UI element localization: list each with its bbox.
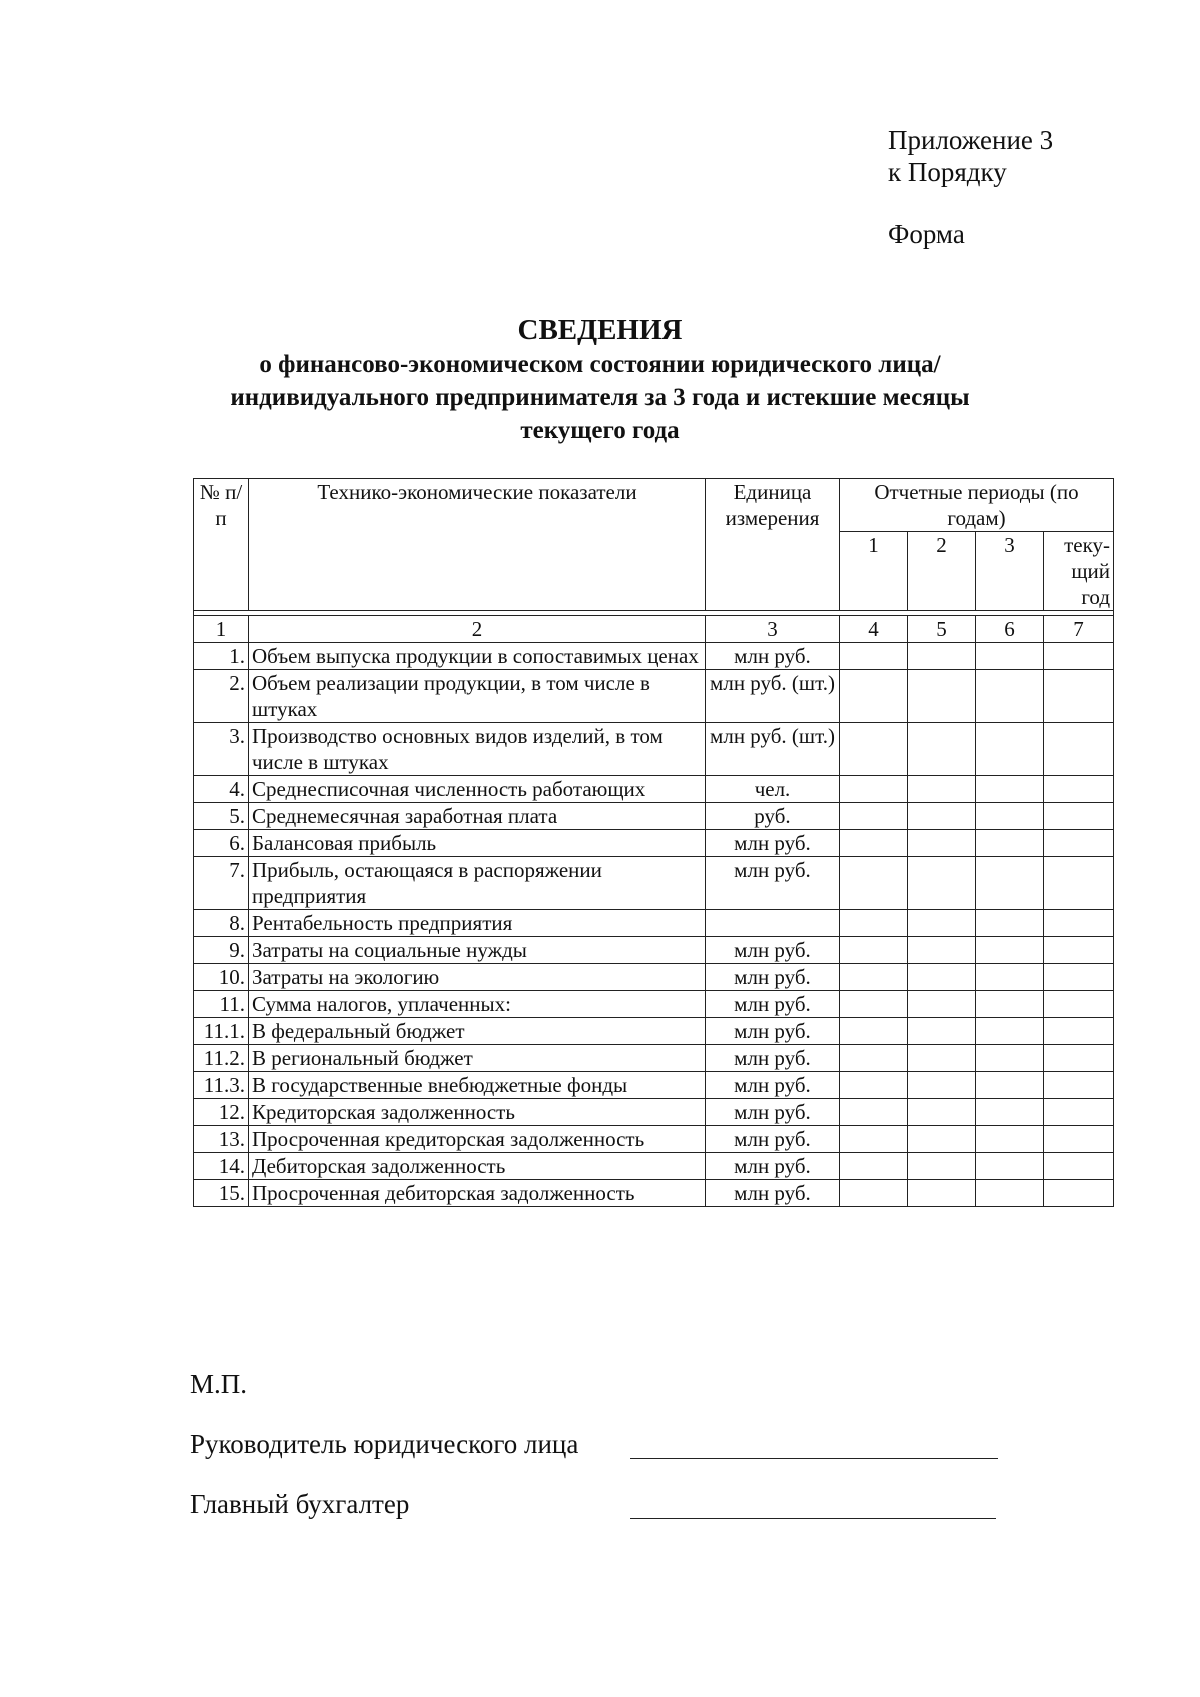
row-period-current-value[interactable] (1044, 1153, 1114, 1180)
row-period-1-value[interactable] (840, 776, 908, 803)
column-number: 6 (976, 616, 1044, 643)
row-period-2-value[interactable] (908, 1180, 976, 1207)
row-unit: млн руб. (706, 1072, 840, 1099)
row-number: 10. (194, 964, 249, 991)
row-indicator: Балансовая прибыль (249, 830, 706, 857)
row-indicator: Просроченная кредиторская задолженность (249, 1126, 706, 1153)
row-period-2-value[interactable] (908, 857, 976, 910)
header-period-3: 3 (976, 532, 1044, 611)
row-period-3-value[interactable] (976, 1153, 1044, 1180)
row-period-current-value[interactable] (1044, 643, 1114, 670)
row-period-3-value[interactable] (976, 937, 1044, 964)
row-period-1-value[interactable] (840, 937, 908, 964)
row-period-2-value[interactable] (908, 830, 976, 857)
column-number: 5 (908, 616, 976, 643)
annex-block (888, 124, 1053, 250)
row-period-2-value[interactable] (908, 643, 976, 670)
row-period-2-value[interactable] (908, 1099, 976, 1126)
row-period-1-value[interactable] (840, 723, 908, 776)
row-unit: млн руб. (706, 1045, 840, 1072)
column-number: 3 (706, 616, 840, 643)
form-label: Форма (888, 219, 965, 249)
row-period-3-value[interactable] (976, 964, 1044, 991)
row-number: 2. (194, 670, 249, 723)
row-number: 14. (194, 1153, 249, 1180)
row-period-current-value[interactable] (1044, 1072, 1114, 1099)
row-indicator: Дебиторская задолженность (249, 1153, 706, 1180)
row-period-2-value[interactable] (908, 723, 976, 776)
row-unit: млн руб. (706, 937, 840, 964)
row-unit: млн руб. (706, 1126, 840, 1153)
row-indicator: Прибыль, остающаяся в распоряжении предприятия (249, 857, 706, 910)
row-period-current-value[interactable] (1044, 1180, 1114, 1207)
row-period-1-value[interactable] (840, 857, 908, 910)
table-row (194, 723, 1114, 776)
row-period-3-value[interactable] (976, 670, 1044, 723)
row-period-2-value[interactable] (908, 964, 976, 991)
header-indicators: Технико-экономические показатели (249, 479, 706, 611)
row-period-current-value[interactable] (1044, 776, 1114, 803)
row-period-current-value[interactable] (1044, 830, 1114, 857)
row-period-2-value[interactable] (908, 1126, 976, 1153)
row-period-3-value[interactable] (976, 910, 1044, 937)
row-number: 1. (194, 643, 249, 670)
row-period-1-value[interactable] (840, 1018, 908, 1045)
row-unit: млн руб. (706, 643, 840, 670)
row-period-3-value[interactable] (976, 723, 1044, 776)
row-period-3-value[interactable] (976, 991, 1044, 1018)
row-period-2-value[interactable] (908, 803, 976, 830)
table-row (194, 670, 1114, 723)
row-period-1-value[interactable] (840, 1153, 908, 1180)
row-period-1-value[interactable] (840, 991, 908, 1018)
row-period-3-value[interactable] (976, 857, 1044, 910)
row-period-3-value[interactable] (976, 1126, 1044, 1153)
table-row (194, 964, 1114, 991)
row-period-1-value[interactable] (840, 1099, 908, 1126)
row-period-1-value[interactable] (840, 964, 908, 991)
row-period-1-value[interactable] (840, 1180, 908, 1207)
row-period-1-value[interactable] (840, 1126, 908, 1153)
row-period-2-value[interactable] (908, 1018, 976, 1045)
accountant-signature-label: Главный бухгалтер (190, 1489, 410, 1519)
column-number: 2 (249, 616, 706, 643)
document-heading (150, 312, 1050, 447)
row-period-2-value[interactable] (908, 937, 976, 964)
row-unit: млн руб. (шт.) (706, 670, 840, 723)
row-period-1-value[interactable] (840, 1072, 908, 1099)
accountant-signature-line[interactable] (630, 1518, 996, 1519)
row-period-3-value[interactable] (976, 1045, 1044, 1072)
row-number: 11.3. (194, 1072, 249, 1099)
row-period-current-value[interactable] (1044, 803, 1114, 830)
row-period-1-value[interactable] (840, 1045, 908, 1072)
row-period-2-value[interactable] (908, 991, 976, 1018)
row-period-3-value[interactable] (976, 1099, 1044, 1126)
row-unit (706, 910, 840, 937)
row-period-1-value[interactable] (840, 830, 908, 857)
document-subtitle-line-3: текущего года (520, 417, 680, 444)
row-period-2-value[interactable] (908, 776, 976, 803)
annex-number: Приложение 3 (888, 125, 1054, 155)
table-row (194, 1126, 1114, 1153)
row-indicator: В государственные внебюджетные фонды (249, 1072, 706, 1099)
row-period-3-value[interactable] (976, 1072, 1044, 1099)
row-period-3-value[interactable] (976, 1018, 1044, 1045)
indicators-table (193, 478, 1114, 1207)
row-period-3-value[interactable] (976, 803, 1044, 830)
table-row (194, 803, 1114, 830)
row-unit: млн руб. (706, 1180, 840, 1207)
row-period-2-value[interactable] (908, 670, 976, 723)
row-period-current-value[interactable] (1044, 964, 1114, 991)
row-period-current-value[interactable] (1044, 1045, 1114, 1072)
row-number: 5. (194, 803, 249, 830)
table-row (194, 1180, 1114, 1207)
column-numbers-row (194, 616, 1114, 643)
table-row (194, 1153, 1114, 1180)
row-period-current-value[interactable] (1044, 1018, 1114, 1045)
header-period-current: теку-щий год (1044, 532, 1114, 611)
row-period-2-value[interactable] (908, 1072, 976, 1099)
row-period-current-value[interactable] (1044, 1099, 1114, 1126)
row-unit: млн руб. (706, 1018, 840, 1045)
table-row (194, 857, 1114, 910)
head-signature-line[interactable] (630, 1458, 998, 1459)
row-period-2-value[interactable] (908, 1153, 976, 1180)
table-row (194, 1072, 1114, 1099)
row-number: 12. (194, 1099, 249, 1126)
row-period-current-value[interactable] (1044, 857, 1114, 910)
table-row (194, 1018, 1114, 1045)
row-unit: млн руб. (706, 830, 840, 857)
row-indicator: Среднемесячная заработная плата (249, 803, 706, 830)
row-number: 13. (194, 1126, 249, 1153)
row-period-3-value[interactable] (976, 830, 1044, 857)
row-indicator: Затраты на социальные нужды (249, 937, 706, 964)
head-signature-label: Руководитель юридического лица (190, 1429, 579, 1459)
row-period-2-value[interactable] (908, 910, 976, 937)
row-number: 3. (194, 723, 249, 776)
row-period-current-value[interactable] (1044, 670, 1114, 723)
row-indicator: Объем реализации продукции, в том числе в штуках (249, 670, 706, 723)
row-number: 11. (194, 991, 249, 1018)
row-number: 8. (194, 910, 249, 937)
row-period-current-value[interactable] (1044, 937, 1114, 964)
row-period-3-value[interactable] (976, 643, 1044, 670)
document-subtitle-line-2: индивидуального предпринимателя за 3 года и истекшие месяцы (230, 384, 970, 411)
table-row (194, 1099, 1114, 1126)
row-indicator: Затраты на экологию (249, 964, 706, 991)
header-periods: Отчетные периоды (по годам) (840, 479, 1114, 532)
row-unit: млн руб. (706, 857, 840, 910)
row-unit: руб. (706, 803, 840, 830)
row-unit: млн руб. (706, 1099, 840, 1126)
row-period-1-value[interactable] (840, 670, 908, 723)
row-period-1-value[interactable] (840, 803, 908, 830)
row-indicator: В федеральный бюджет (249, 1018, 706, 1045)
row-indicator: Производство основных видов изделий, в том числе в штуках (249, 723, 706, 776)
header-period-2: 2 (908, 532, 976, 611)
annex-reference: к Порядку (888, 157, 1007, 187)
row-indicator: Среднесписочная численность работающих (249, 776, 706, 803)
row-period-1-value[interactable] (840, 643, 908, 670)
row-number: 4. (194, 776, 249, 803)
table-row (194, 991, 1114, 1018)
row-indicator: Сумма налогов, уплаченных: (249, 991, 706, 1018)
row-indicator: В региональный бюджет (249, 1045, 706, 1072)
row-indicator: Объем выпуска продукции в сопоставимых ценах (249, 643, 706, 670)
row-indicator: Просроченная дебиторская задолженность (249, 1180, 706, 1207)
header-period-1: 1 (840, 532, 908, 611)
row-unit: млн руб. (шт.) (706, 723, 840, 776)
table-row (194, 776, 1114, 803)
document-title: СВЕДЕНИЯ (517, 314, 683, 346)
row-unit: чел. (706, 776, 840, 803)
header-num: № п/п (194, 479, 249, 611)
header-unit: Единица измерения (706, 479, 840, 611)
row-period-2-value[interactable] (908, 1045, 976, 1072)
row-period-current-value[interactable] (1044, 723, 1114, 776)
row-period-current-value[interactable] (1044, 910, 1114, 937)
table-row (194, 643, 1114, 670)
row-number: 11.1. (194, 1018, 249, 1045)
table-row (194, 1045, 1114, 1072)
document-subtitle-line-1: о финансово-экономическом состоянии юридического лица/ (259, 351, 941, 378)
column-number: 7 (1044, 616, 1114, 643)
column-number: 4 (840, 616, 908, 643)
row-period-3-value[interactable] (976, 1180, 1044, 1207)
table-row (194, 910, 1114, 937)
row-period-1-value[interactable] (840, 910, 908, 937)
row-period-current-value[interactable] (1044, 991, 1114, 1018)
column-number: 1 (194, 616, 249, 643)
row-unit: млн руб. (706, 991, 840, 1018)
row-indicator: Кредиторская задолженность (249, 1099, 706, 1126)
row-unit: млн руб. (706, 1153, 840, 1180)
row-unit: млн руб. (706, 964, 840, 991)
row-period-current-value[interactable] (1044, 1126, 1114, 1153)
stamp-label: М.П. (190, 1369, 248, 1399)
row-number: 11.2. (194, 1045, 249, 1072)
row-number: 9. (194, 937, 249, 964)
row-indicator: Рентабельность предприятия (249, 910, 706, 937)
row-number: 15. (194, 1180, 249, 1207)
row-number: 7. (194, 857, 249, 910)
row-period-3-value[interactable] (976, 776, 1044, 803)
table-row (194, 937, 1114, 964)
row-number: 6. (194, 830, 249, 857)
table-row (194, 830, 1114, 857)
